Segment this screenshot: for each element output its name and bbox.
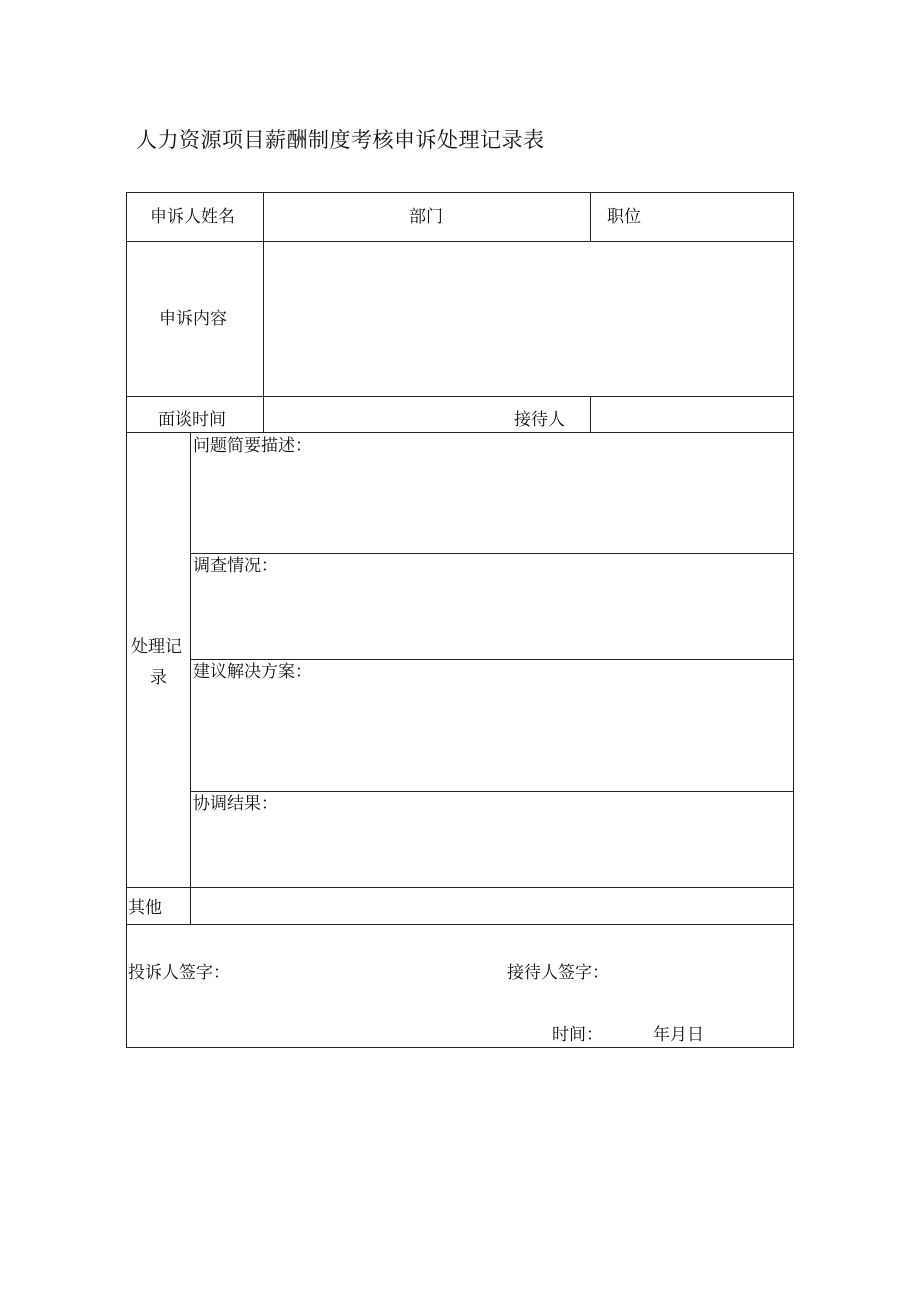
table-border-bottom — [126, 1047, 794, 1048]
row-divider — [126, 432, 794, 433]
interview-time-label: 面谈时间 — [158, 410, 226, 430]
row-divider — [126, 924, 794, 925]
result-field[interactable] — [191, 818, 793, 886]
processing-record-label: 处理记 — [131, 637, 182, 657]
signature-date-label: 年月日 — [653, 1025, 704, 1045]
solution-field[interactable] — [191, 686, 793, 790]
investigation-field[interactable] — [191, 580, 793, 658]
table-border-top — [126, 192, 794, 193]
complainant-signature-label: 投诉人签字： — [128, 963, 230, 983]
row-divider — [190, 659, 794, 660]
form-title: 人力资源项目薪酬制度考核申诉处理记录表 — [136, 128, 545, 152]
problem-description-label: 问题简要描述： — [193, 436, 312, 456]
receptionist-field[interactable] — [591, 397, 793, 432]
other-field[interactable] — [191, 888, 793, 924]
processing-record-label-cont: 录 — [150, 668, 167, 688]
complainant-name-label: 申诉人姓名 — [150, 207, 235, 227]
complaint-content-label: 申诉内容 — [159, 309, 227, 329]
table-border-left — [126, 192, 127, 1048]
complaint-content-field[interactable] — [264, 242, 793, 396]
signature-time-label: 时间： — [552, 1025, 603, 1045]
row-divider — [190, 553, 794, 554]
department-label: 部门 — [409, 207, 443, 227]
problem-description-field[interactable] — [191, 460, 793, 552]
column-divider — [590, 192, 591, 242]
receptionist-signature-label: 接待人签字： — [507, 963, 609, 983]
investigation-label: 调查情况： — [193, 556, 278, 576]
receptionist-label: 接待人 — [514, 410, 565, 430]
result-label: 协调结果： — [193, 794, 278, 814]
table-border-right — [793, 192, 794, 1048]
solution-label: 建议解决方案： — [193, 662, 312, 682]
row-divider — [190, 791, 794, 792]
other-label: 其他 — [128, 898, 162, 918]
position-label: 职位 — [607, 207, 641, 227]
